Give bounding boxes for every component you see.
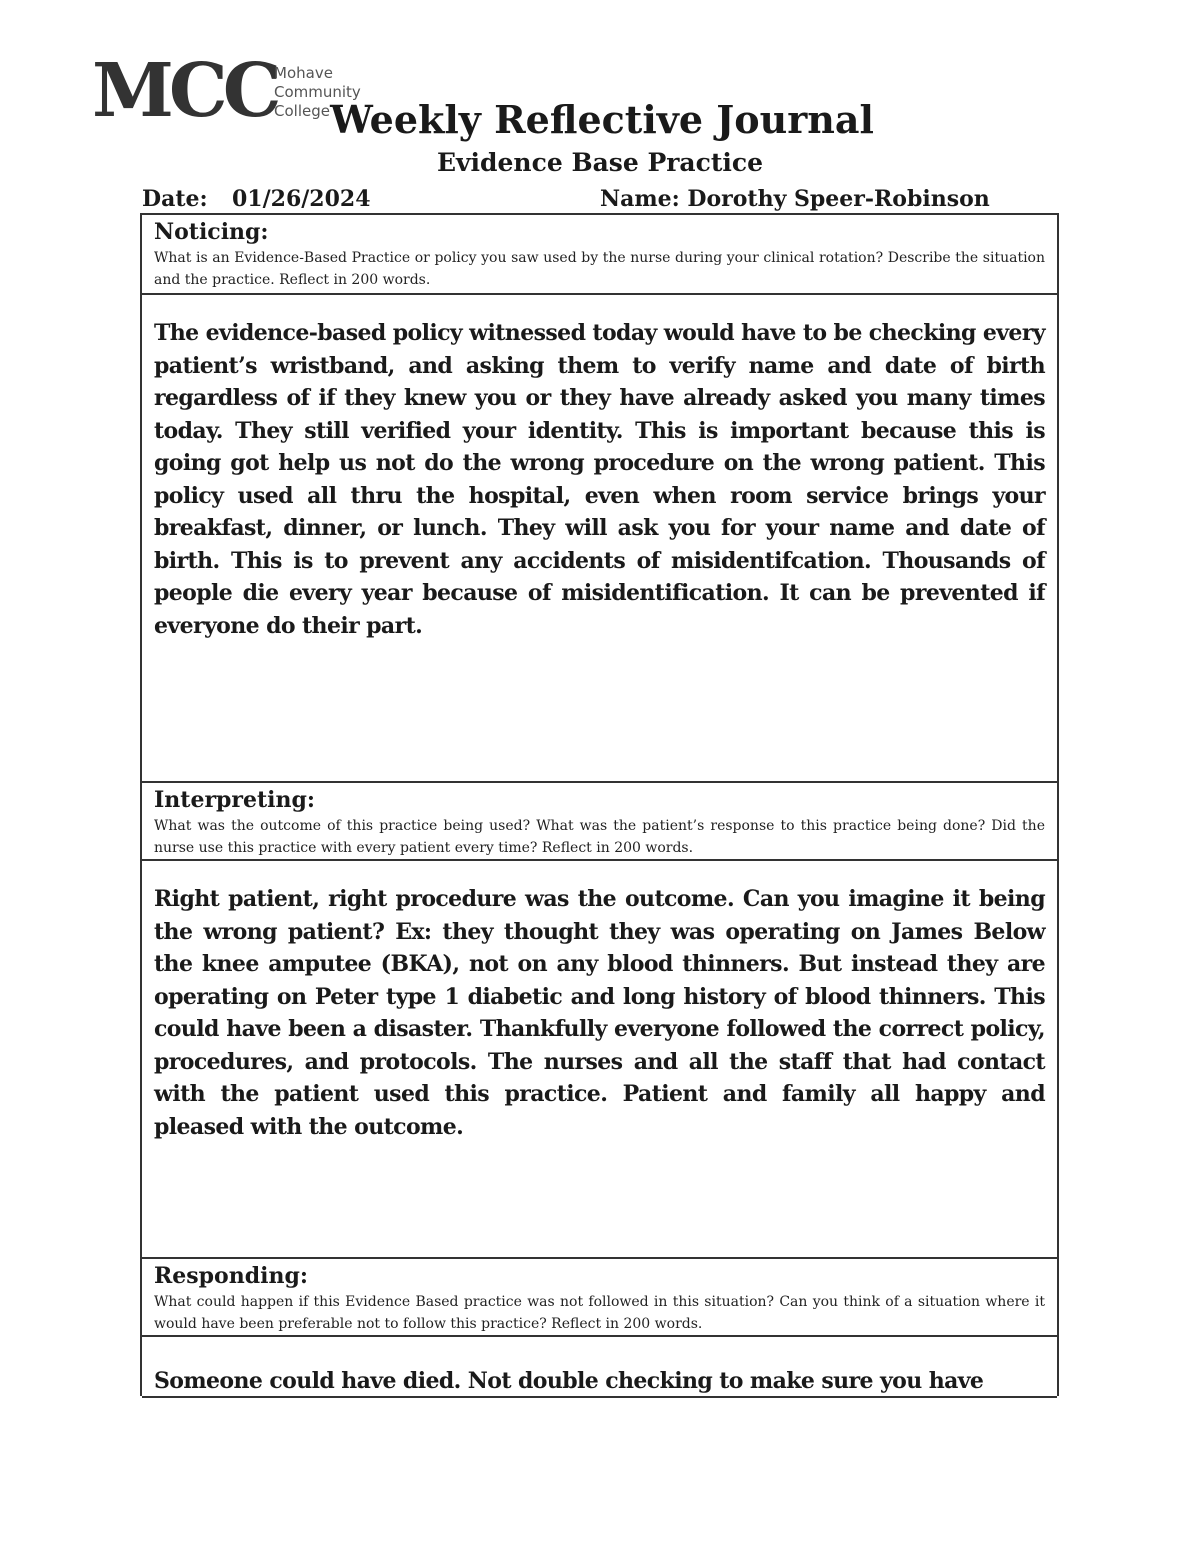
date-value: 01/26/2024 bbox=[232, 186, 371, 212]
logo-line-1: Mohave bbox=[274, 64, 333, 82]
noticing-prompt: What is an Evidence-Based Practice or policy you saw used by the nurse during your clinical rotation? Describe the situation and the practice. Reflect in 200 words. bbox=[154, 250, 1045, 288]
page-title: Weekly Reflective Journal bbox=[330, 97, 874, 142]
logo-mark: MCC bbox=[92, 48, 277, 134]
interpreting-prompt: What was the outcome of this practice being used? What was the patient’s response to this practice being done? Did the nurse use this practice with every patient every time? Reflect in 200 words. bbox=[154, 818, 1045, 856]
date-label: Date: bbox=[142, 186, 208, 212]
logo-line-3: College bbox=[274, 102, 330, 120]
page-subtitle: Evidence Base Practice bbox=[436, 148, 764, 177]
responding-answer-cell[interactable] bbox=[142, 1337, 1057, 1398]
noticing-answer-cell[interactable] bbox=[142, 295, 1057, 783]
logo-line-2: Community bbox=[274, 83, 361, 101]
interpreting-header-cell bbox=[142, 783, 1057, 861]
interpreting-answer: Right patient, right procedure was the outcome. Can you imagine it being the wrong patient? Ex: they thought they was operating on James Below the knee amputee (BKA), not on any blood thinners. But instead they are operating on Peter type 1 diabetic and long history of blood thinners. This could have been a disaster. Thankfully everyone followed the correct policy, procedures, and protocols. The nurses and all the staff that had contact with the patient used this practice. Patient and family all happy and pleased with the outcome. bbox=[154, 886, 1045, 1140]
noticing-heading: Noticing: bbox=[154, 219, 269, 245]
interpreting-heading: Interpreting: bbox=[154, 787, 316, 813]
responding-prompt: What could happen if this Evidence Based practice was not followed in this situation? Can you think of a situation where it would have been preferable not to follow this practice? Reflect in 200 words. bbox=[154, 1294, 1045, 1332]
responding-header-cell bbox=[142, 1259, 1057, 1337]
journal-form bbox=[140, 213, 1059, 1396]
student-name: Name: Dorothy Speer-Robinson bbox=[600, 186, 990, 212]
noticing-answer: The evidence-based policy witnessed today would have to be checking every patient’s wristband, and asking them to verify name and date of birth regardless of if they knew you or they have already asked you many times today. They still verified your identity. This is important because this is going got help us not do the wrong procedure on the wrong patient. This policy used all thru the hospital, even when room service brings your breakfast, dinner, or lunch. They will ask you for your name and date of birth. This is to prevent any accidents of misidentifcation. Thousands of people die every year because of misidentification. It can be prevented if everyone do their part. bbox=[154, 320, 1045, 639]
interpreting-answer-cell[interactable] bbox=[142, 861, 1057, 1259]
responding-answer: Someone could have died. Not double checking to make sure you have bbox=[154, 1368, 984, 1394]
responding-heading: Responding: bbox=[154, 1263, 308, 1289]
noticing-header-cell bbox=[142, 215, 1057, 295]
